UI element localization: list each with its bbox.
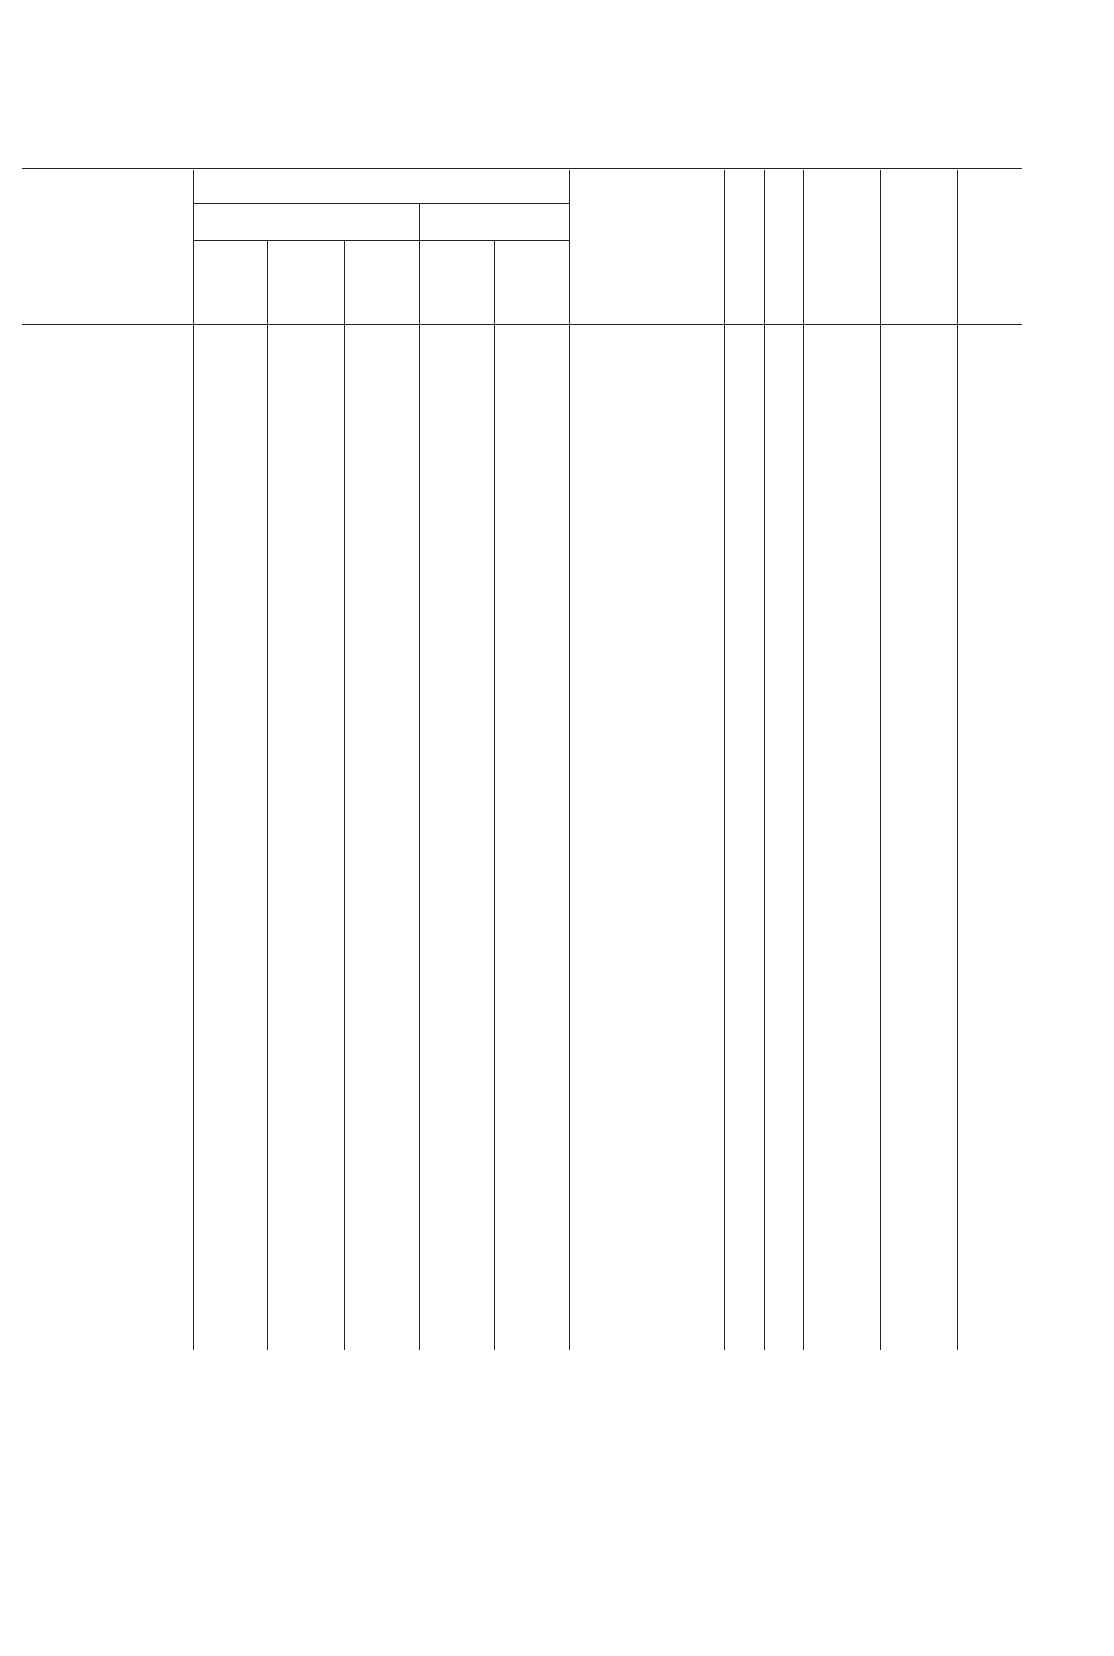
col-rule xyxy=(764,170,765,1350)
expenditure-group-rule xyxy=(193,203,569,204)
col-rule xyxy=(957,170,958,1350)
col-rule xyxy=(569,170,570,1350)
col-rule xyxy=(193,170,194,1350)
col-rule xyxy=(724,170,725,1350)
col-rule xyxy=(419,203,420,1350)
col-rule xyxy=(344,240,345,1350)
col-rule xyxy=(494,240,495,1350)
maintenance-group-rule xyxy=(193,240,569,241)
col-rule xyxy=(880,170,881,1350)
header-bottom-rule xyxy=(22,324,1022,325)
header-annual-allowances xyxy=(849,156,929,296)
col-rule xyxy=(267,240,268,1350)
col-rule xyxy=(803,170,804,1350)
